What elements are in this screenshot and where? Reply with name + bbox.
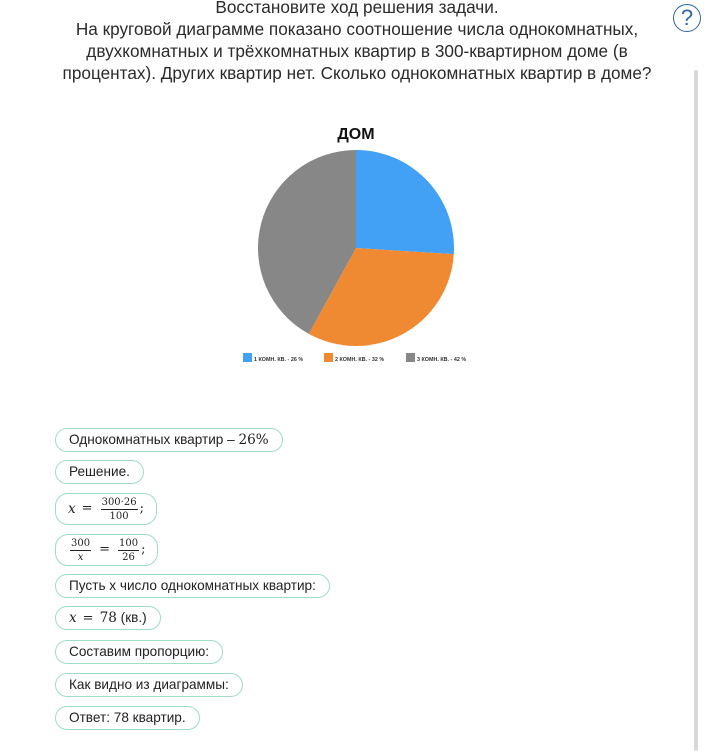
math-fraction (101, 497, 138, 522)
task-text (52, 0, 662, 84)
chip-math: 26% (238, 432, 269, 448)
chip-text: Однокомнатных квартир – (69, 432, 239, 447)
chip-text: Ответ: 78 квартир. (69, 710, 186, 725)
math-semicolon: ; (141, 542, 146, 557)
fraction-numerator: 100 (119, 537, 139, 549)
fraction-denominator: x (77, 551, 84, 563)
math-semicolon: ; (139, 501, 144, 516)
math-var: x (68, 501, 76, 517)
pie-chart-svg (230, 118, 490, 368)
pie-chart (230, 118, 490, 368)
legend-swatch (243, 353, 252, 362)
legend-label: 1 КОМН. КВ. - 26 % (254, 357, 304, 363)
legend-label: 2 КОМН. КВ. - 32 % (335, 357, 385, 363)
chip-text: Решение. (69, 464, 130, 479)
legend-item-1 (243, 353, 303, 363)
scrollbar[interactable] (694, 70, 698, 751)
fraction-numerator: 300·26 (101, 496, 137, 508)
legend-item-2 (324, 353, 384, 363)
help-button[interactable]: ? (673, 4, 701, 32)
math-eq: = (99, 542, 110, 557)
task-title: Восстановите ход решения задачи. (215, 0, 499, 17)
chip-solution[interactable] (55, 460, 144, 484)
chip-proportion[interactable] (55, 534, 158, 566)
math-eq: = (81, 501, 93, 516)
chip-formula-x[interactable] (55, 493, 157, 525)
chip-text: Как видно из диаграммы: (69, 677, 229, 692)
chip-text: Составим пропорцию: (69, 644, 210, 659)
math-eq: = (82, 611, 94, 626)
legend-swatch (406, 353, 415, 362)
math-value: 78 (99, 610, 117, 626)
legend-item-3 (406, 353, 466, 363)
legend-label: 3 КОМН. КВ. - 42 % (417, 357, 467, 363)
chart-title: ДОМ (337, 126, 375, 143)
task-condition: На круговой диаграмме показано соотношение числа однокомнатных, двухкомнатных и трёхкомнатных квартир в 300-квартирном доме (в процентах). Других квартир нет. Сколько однокомнатных квартир в доме? (62, 19, 652, 83)
fraction-denominator: 100 (109, 510, 129, 522)
chip-from-diagram[interactable] (55, 673, 243, 697)
chip-one-room-percent[interactable] (55, 428, 283, 452)
chip-make-proportion[interactable] (55, 640, 223, 664)
chip-text: Пусть x число однокомнатных квартир: (69, 578, 316, 593)
chip-text: (кв.) (116, 610, 147, 625)
chip-let-x[interactable] (55, 574, 330, 598)
math-var: x (69, 610, 77, 626)
fraction-numerator: 300 (71, 537, 91, 549)
math-fraction (70, 538, 91, 563)
legend-swatch (324, 353, 333, 362)
pie-slice-1 (356, 150, 454, 254)
fraction-denominator: 26 (122, 551, 135, 563)
math-fraction (118, 538, 139, 563)
chip-answer[interactable] (55, 706, 200, 730)
chip-x-equals-78[interactable] (55, 606, 161, 630)
